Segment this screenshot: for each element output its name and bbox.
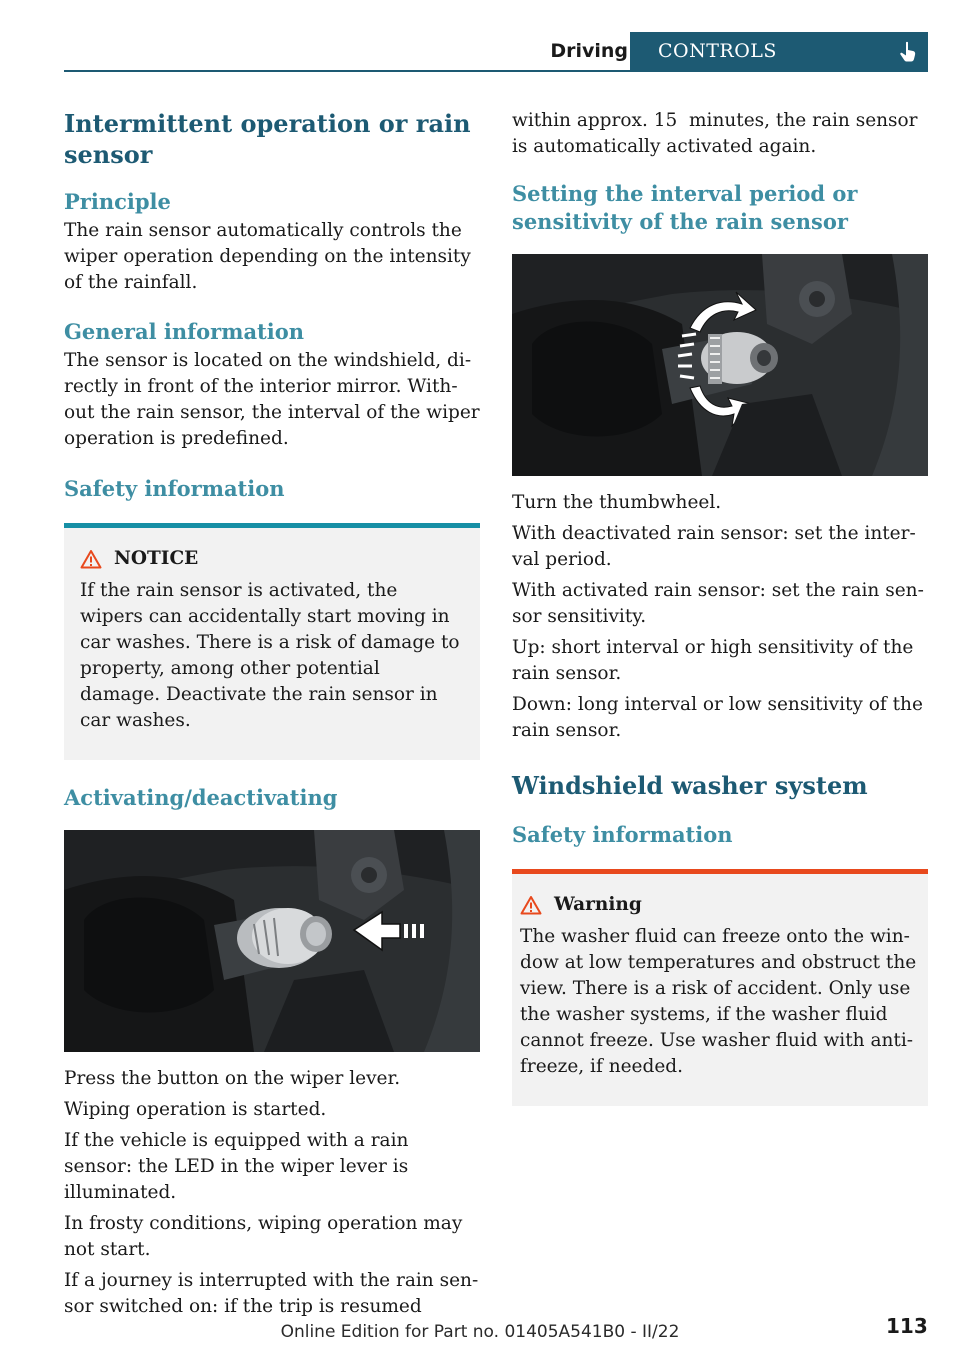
interval-paragraph: Down: long interval or low sensitivity of the rain sensor. [512, 694, 923, 741]
warning-triangle-icon [80, 549, 102, 569]
interval-paragraph: Up: short interval or high sensitivity of the rain sensor. [512, 637, 914, 684]
header-section-title: Driving [550, 40, 628, 62]
wiper-lever-button-illustration [64, 830, 480, 1052]
activating-paragraph: If a journey is interrupted with the rain sensor switched on: if the trip is resumed [64, 1270, 479, 1317]
warning-triangle-icon [520, 895, 542, 915]
interval-paragraph: With deactivated rain sensor: set the interval period. [512, 523, 916, 570]
thumbwheel-illustration [512, 254, 928, 476]
general-info-heading: General information [64, 319, 305, 344]
thumbwheel-photo [512, 254, 928, 476]
header-chapter-tab [630, 32, 928, 70]
interval-paragraph: With activated rain sensor: set the rain sensor sensitivity. [512, 580, 924, 627]
right-column [512, 108, 928, 1106]
general-info-text: The sensor is located on the windshield, directly in front of the interior mirror. Without the rain sensor, the interval of the wiper operation is predefined. [64, 350, 480, 449]
warning-box [512, 869, 928, 1106]
activating-paragraph: In frosty conditions, wiping operation may not start. [64, 1213, 463, 1260]
notice-box [64, 523, 480, 760]
activating-text [64, 1066, 480, 1320]
washer-safety-heading: Safety information [512, 822, 733, 847]
notice-text: If the rain sensor is activated, the wipers can accidentally start moving in car washes. There is a risk of damage to property, among other potential damage. Deactivate the rain sensor in car washes. [80, 580, 460, 731]
interval-text [512, 490, 928, 744]
warning-title: Warning [554, 894, 642, 915]
washer-title: Windshield washer system [512, 771, 868, 800]
wiper-button-photo [64, 830, 480, 1052]
header-chapter-label: CONTROLS [658, 40, 777, 62]
notice-title: NOTICE [114, 548, 199, 569]
warning-text: The washer fluid can freeze onto the window at low temperatures and obstruct the view. There is a risk of accident. Only use the washer systems, if the washer fluid cannot freeze. Use washer fluid with antifreeze, if needed. [520, 926, 917, 1077]
principle-heading: Principle [64, 189, 171, 214]
page-number: 113 [886, 1314, 928, 1338]
section-title: Intermittent operation or rain sensor [64, 109, 471, 169]
notice-title-row [80, 546, 464, 572]
continued-text: within approx. 15 minutes, the rain sensor is automatically activated again. [512, 110, 918, 157]
safety-info-heading: Safety information [64, 476, 285, 501]
principle-text: The rain sensor automatically controls the wiper operation depending on the intensity of the rainfall. [64, 220, 471, 293]
activating-paragraph: If the vehicle is equipped with a rain sensor: the LED in the wiper lever is illuminated. [64, 1130, 409, 1203]
activating-paragraph: Press the button on the wiper lever. [64, 1068, 401, 1089]
activating-heading: Activating/deactivating [64, 785, 338, 810]
warning-title-row [520, 892, 920, 918]
activating-paragraph: Wiping operation is started. [64, 1099, 327, 1120]
edition-footer: Online Edition for Part no. 01405A541B0 - II/22 [280, 1322, 680, 1342]
hand-pointer-icon [898, 41, 918, 63]
interval-paragraph: Turn the thumbwheel. [512, 492, 722, 513]
left-column [64, 108, 480, 1320]
interval-heading: Setting the interval period or sensitivity of the rain sensor [512, 181, 858, 234]
page-header [64, 32, 928, 72]
